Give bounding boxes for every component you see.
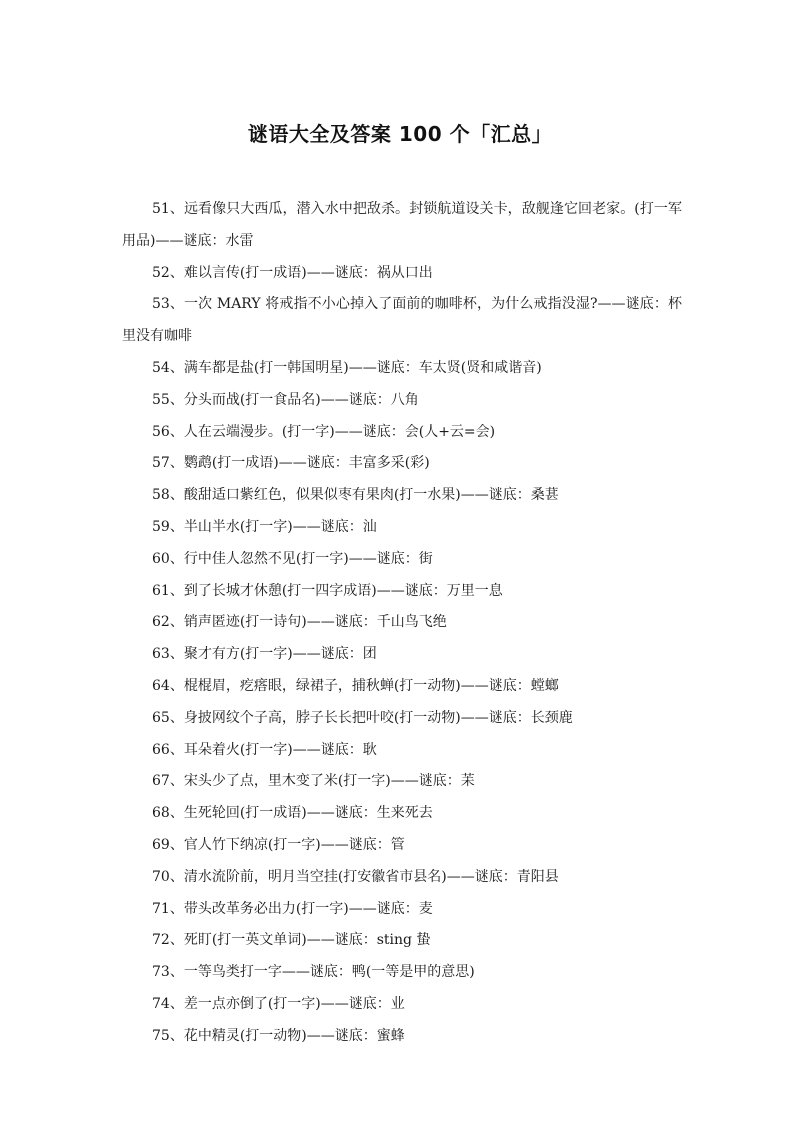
document-title: 谜语大全及答案 100 个「汇总」: [247, 122, 553, 146]
riddle-item: 53、一次 MARY 将戒指不小心掉入了面前的咖啡杯，为什么戒指没湿?——谜底：杯里没有咖啡: [122, 296, 682, 345]
riddle-item: 56、人在云端漫步。(打一字)——谜底：会(人+云=会): [152, 423, 496, 440]
riddle-item: 52、难以言传(打一成语)——谜底：祸从口出: [152, 264, 433, 281]
riddle-item: 74、差一点亦倒了(打一字)——谜底：业: [152, 995, 405, 1012]
riddle-item: 51、远看像只大西瓜，潜入水中把敌杀。封锁航道设关卡，敌舰逢它回老家。(打一军用品)——谜底：水雷: [122, 201, 682, 249]
riddle-item: 54、满车都是盐(打一韩国明星)——谜底：车太贤(贤和咸谐音): [152, 359, 542, 376]
riddle-item: 69、官人竹下纳凉(打一字)——谜底：管: [152, 836, 405, 853]
riddle-item: 62、销声匿迹(打一诗句)——谜底：千山鸟飞绝: [152, 614, 447, 631]
riddle-item: 59、半山半水(打一字)——谜底：汕: [152, 518, 377, 535]
riddle-item: 65、身披网纹个子高，脖子长长把叶咬(打一动物)——谜底：长颈鹿: [152, 709, 573, 726]
riddle-item: 70、清水流阶前，明月当空挂(打安徽省市县名)——谜底：青阳县: [152, 868, 559, 885]
riddle-item: 75、花中精灵(打一动物)——谜底：蜜蜂: [152, 1027, 405, 1044]
riddle-item: 73、一等鸟类打一字——谜底：鸭(一等是甲的意思): [152, 964, 475, 981]
riddle-item: 72、死盯(打一英文单词)——谜底：sting 蛰: [152, 932, 431, 949]
riddle-item: 67、宋头少了点，里木变了米(打一字)——谜底：苿: [152, 773, 475, 790]
riddle-item: 68、生死轮回(打一成语)——谜底：生来死去: [152, 805, 433, 822]
riddle-item: 55、分头而战(打一食品名)——谜底：八角: [152, 391, 419, 408]
riddle-item: 64、棍棍眉，疙瘩眼，绿裙子，捕秋蝉(打一动物)——谜底：螳螂: [152, 677, 559, 694]
riddle-item: 57、鹦鹉(打一成语)——谜底：丰富多采(彩): [152, 455, 430, 472]
riddle-item: 60、行中佳人忽然不见(打一字)——谜底：街: [152, 550, 433, 567]
riddle-list: [122, 194, 682, 1053]
riddle-item: 66、耳朵着火(打一字)——谜底：耿: [152, 741, 377, 758]
riddle-item: 58、酸甜适口紫红色，似果似枣有果肉(打一水果)——谜底：桑葚: [152, 487, 559, 504]
riddle-item: 71、带头改革务必出力(打一字)——谜底：麦: [152, 900, 433, 917]
riddle-item: 61、到了长城才休憩(打一四字成语)——谜底：万里一息: [152, 582, 503, 599]
riddle-item: 63、聚才有方(打一字)——谜底：团: [152, 646, 377, 663]
